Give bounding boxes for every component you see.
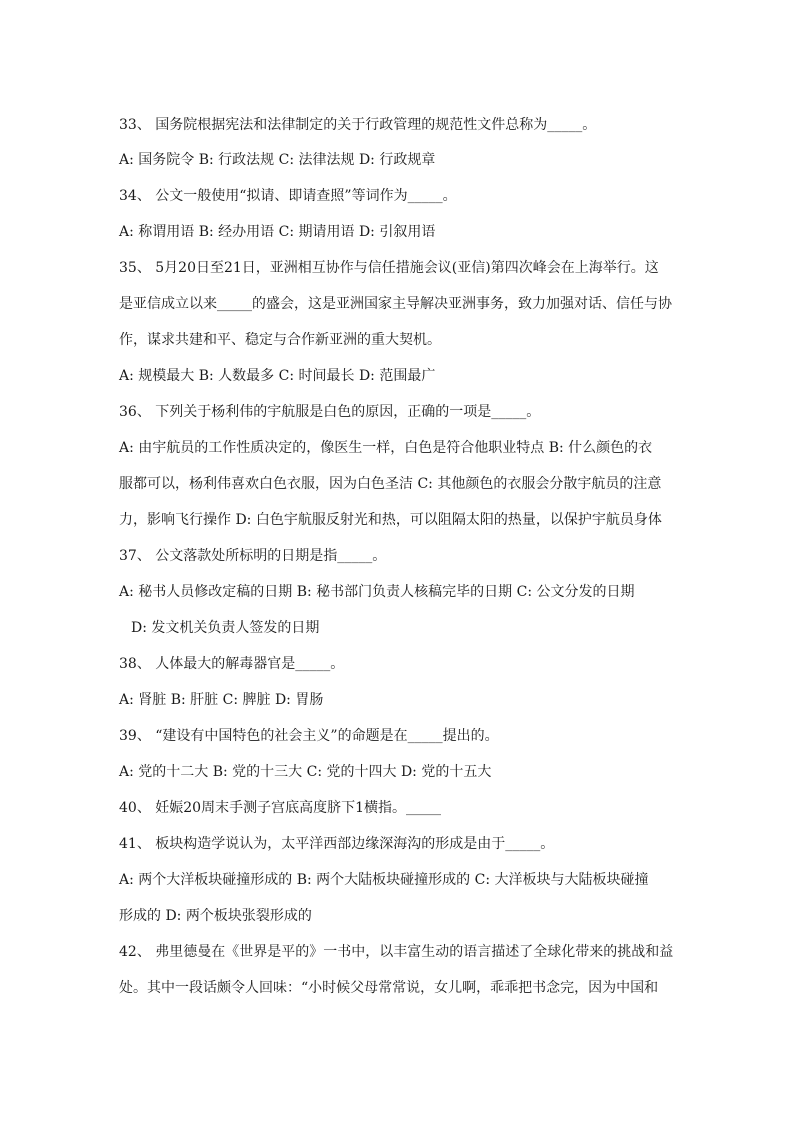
options-36-line-3: 力，影响飞行操作 D: 白色宇航服反射光和热，可以阻隔太阳的热量，以保护宇航员身体 bbox=[119, 512, 662, 528]
options-35: A: 规模最大 B: 人数最多 C: 时间最长 D: 范围最广 bbox=[119, 368, 436, 384]
question-35-line-1: 35、 5月20日至21日，亚洲相互协作与信任措施会议(亚信)第四次峰会在上海举行。这 bbox=[119, 260, 659, 276]
question-42-line-2: 处。其中一段话颇令人回味：“小时候父母常常说，女儿啊，乖乖把书念完，因为中国和 bbox=[119, 980, 659, 996]
options-39: A: 党的十二大 B: 党的十三大 C: 党的十四大 D: 党的十五大 bbox=[119, 764, 492, 780]
question-37: 37、 公文落款处所标明的日期是指_____。 bbox=[119, 548, 387, 564]
question-42-line-1: 42、 弗里德曼在《世界是平的》一书中，以丰富生动的语言描述了全球化带来的挑战和益 bbox=[119, 944, 674, 960]
options-41-line-2: 形成的 D: 两个板块张裂形成的 bbox=[119, 908, 312, 924]
question-39: 39、 “建设有中国特色的社会主义”的命题是在_____提出的。 bbox=[119, 728, 499, 744]
question-34: 34、 公文一般使用“拟请、即请查照”等词作为_____。 bbox=[119, 188, 457, 204]
options-37-line-1: A: 秘书人员修改定稿的日期 B: 秘书部门负责人核稿完毕的日期 C: 公文分发的日期 bbox=[119, 584, 635, 600]
options-41-line-1: A: 两个大洋板块碰撞形成的 B: 两个大陆板块碰撞形成的 C: 大洋板块与大陆板块碰撞 bbox=[119, 872, 649, 888]
options-34: A: 称谓用语 B: 经办用语 C: 期请用语 D: 引叙用语 bbox=[119, 224, 436, 240]
question-35-line-2: 是亚信成立以来_____的盛会，这是亚洲国家主导解决亚洲事务，致力加强对话、信任与协 bbox=[119, 296, 672, 312]
question-36: 36、 下列关于杨利伟的宇航服是白色的原因，正确的一项是_____。 bbox=[119, 404, 541, 420]
question-33: 33、 国务院根据宪法和法律制定的关于行政管理的规范性文件总称为_____。 bbox=[119, 117, 597, 133]
question-40: 40、 妊娠20周末手测子宫底高度脐下1横指。_____ bbox=[119, 800, 441, 816]
options-36-line-1: A: 由宇航员的工作性质决定的，像医生一样，白色是符合他职业特点 B: 什么颜色的衣 bbox=[119, 440, 653, 456]
question-38: 38、 人体最大的解毒器官是_____。 bbox=[119, 656, 345, 672]
options-38: A: 肾脏 B: 肝脏 C: 脾脏 D: 胃肠 bbox=[119, 692, 324, 708]
options-36-line-2: 服都可以，杨利伟喜欢白色衣服，因为白色圣洁 C: 其他颜色的衣服会分散宇航员的注意 bbox=[119, 476, 662, 492]
options-37-line-2: D: 发文机关负责人签发的日期 bbox=[131, 620, 320, 636]
question-35-line-3: 作，谋求共建和平、稳定与合作新亚洲的重大契机。 bbox=[119, 332, 441, 348]
options-33: A: 国务院令 B: 行政法规 C: 法律法规 D: 行政规章 bbox=[119, 152, 436, 168]
question-41: 41、 板块构造学说认为，太平洋西部边缘深海沟的形成是由于_____。 bbox=[119, 836, 555, 852]
